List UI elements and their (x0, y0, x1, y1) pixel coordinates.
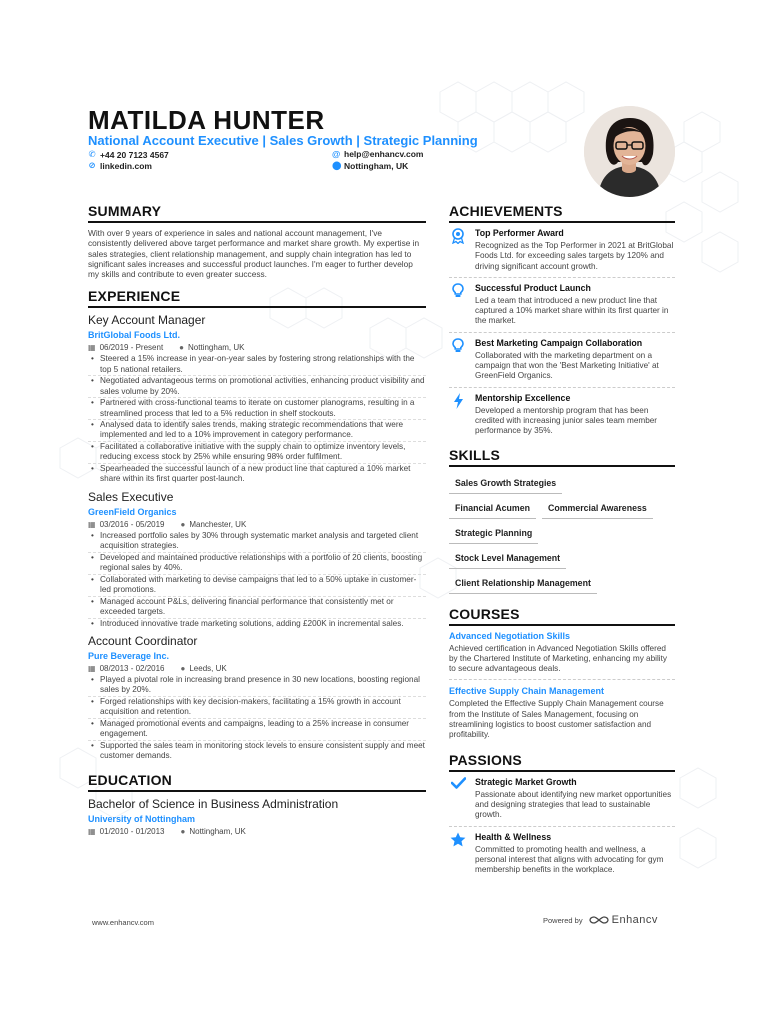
education-title: EDUCATION (88, 772, 426, 792)
profile-photo-illustration (584, 106, 675, 197)
bullet-item: • Developed and maintained productive relationships with a portfolio of 20 clients, boosting regional sales by 40%. (88, 553, 426, 575)
linkedin-text[interactable]: linkedin.com (100, 160, 152, 171)
brand-logo[interactable] (589, 914, 658, 926)
skill-tag: Financial Acumen (449, 497, 536, 519)
bullet-item: • Managed promotional events and campaigns, leading to a 25% increase in consumer engagement. (88, 719, 426, 741)
job-bullets (88, 675, 426, 762)
passions-title: PASSIONS (449, 752, 675, 772)
bullet-item: • Increased portfolio sales by 30% through systematic market analysis and targeted client acquisition strategies. (88, 531, 426, 553)
job-title: Account Coordinator (88, 634, 198, 649)
left-column (88, 203, 426, 836)
calendar-icon: ▦ (88, 664, 96, 674)
right-column (449, 203, 675, 885)
experience-section (88, 288, 426, 761)
education-dates: 01/2010 - 01/2013 (99, 826, 165, 836)
job-bullets (88, 354, 426, 484)
achievement-desc: Recognized as the Top Performer in 2021 at BritGlobal Foods Ltd. for exceeding sales targets by 120% and driving significant account growth. (475, 241, 674, 271)
achievement-title: Best Marketing Campaign Collaboration (475, 337, 643, 348)
bullet-item: • Forged relationships with key decision-makers, facilitating a 15% growth in account acquisition and retention. (88, 697, 426, 719)
courses-section (449, 606, 675, 746)
passion-item (449, 832, 675, 881)
job-title: Key Account Manager (88, 313, 206, 328)
summary-section (88, 203, 426, 279)
job-dates: 03/2016 - 05/2019 (99, 519, 165, 529)
achievement-title: Top Performer Award (475, 228, 564, 238)
job-dates: 08/2013 - 02/2016 (99, 664, 165, 674)
job-meta (88, 520, 426, 529)
achievement-desc: Led a team that introduced a new product line that captured a 10% market share within its first quarter in the market. (475, 295, 669, 326)
education-section (88, 772, 426, 836)
checkmark-icon (451, 777, 466, 789)
summary-text: With over 9 years of experience in sales and national account management, I've consistently delivered above target performance and market share growth. My expertise in sales strategies, client relationship management, and supply chain integration has led to significant sales increases and successful product launches. I'm eager to further develop my skills and contribute to even greater success. (88, 228, 420, 280)
location-pin-icon: ● (180, 664, 186, 674)
education-meta (88, 827, 426, 836)
job-meta (88, 343, 426, 352)
bullet-item: • Collaborated with marketing to devise campaigns that led to a 50% uptake in customer-led promotions. (88, 575, 426, 597)
bullet-item: • Spearheaded the successful launch of a new product line that captured a 10% market share within its first quarter post-launch. (88, 464, 426, 485)
contact-location (332, 160, 408, 171)
calendar-icon: ▦ (88, 519, 96, 529)
skills-title: SKILLS (449, 447, 675, 467)
contact-email[interactable] (332, 149, 423, 159)
experience-title: EXPERIENCE (88, 288, 426, 308)
candidate-name: MATILDA HUNTER (88, 105, 325, 135)
lightning-bolt-icon (453, 393, 464, 409)
skill-tag: Commercial Awareness (542, 497, 653, 519)
job-location: Manchester, UK (189, 519, 247, 529)
bullet-item: • Partnered with cross-functional teams to iterate on customer planograms, resulting in a streamlined process that led to a 5% reduction in shelf stockouts. (88, 398, 426, 420)
bullet-item: • Managed account P&Ls, delivering financial performance that consistently met or exceeded targets. (88, 597, 426, 619)
candidate-headline: National Account Executive | Sales Growth | Strategic Planning (88, 133, 478, 148)
course-desc: Completed the Effective Supply Chain Management course from the Institute of Sales Management, focusing on streamlining logistics to boost customer satisfaction and profitability. (449, 699, 664, 740)
achievement-item (449, 338, 675, 388)
bullet-item: • Played a pivotal role in increasing brand presence in 30 new locations, boosting regional sales by 20%. (88, 675, 426, 697)
passions-section (449, 752, 675, 881)
award-ribbon-icon (451, 228, 465, 244)
lightbulb-icon (452, 338, 464, 353)
education-location: Nottingham, UK (189, 826, 246, 836)
achievement-item (449, 228, 675, 278)
company-name: Pure Beverage Inc. (88, 651, 170, 662)
school-name: University of Nottingham (88, 813, 196, 824)
summary-title: SUMMARY (88, 203, 426, 223)
skills-section (449, 447, 675, 597)
bullet-item: • Introduced innovative trade marketing solutions, adding £200K in incremental sales. (88, 619, 426, 630)
link-icon: ⊘ (88, 160, 96, 170)
location-text: Nottingham, UK (344, 160, 409, 171)
achievement-title: Mentorship Excellence (475, 392, 571, 403)
achievements-title: ACHIEVEMENTS (449, 203, 675, 223)
location-pin-icon: ● (180, 826, 186, 836)
footer-powered (543, 914, 658, 926)
star-icon (450, 832, 466, 847)
degree-title: Bachelor of Science in Business Administration (88, 796, 339, 811)
skill-tag: Strategic Planning (449, 522, 538, 544)
achievement-item (449, 283, 675, 333)
achievement-title: Successful Product Launch (475, 282, 591, 293)
course-desc: Achieved certification in Advanced Negotiation Skills offered by the Chartered Institute of Marketing, enhancing my ability to secure advantageous deals. (449, 644, 675, 681)
passion-title: Health & Wellness (475, 831, 552, 842)
powered-by-text: Powered by (543, 915, 583, 925)
calendar-icon: ▦ (88, 826, 96, 836)
achievement-item (449, 393, 675, 442)
bullet-item: • Steered a 15% increase in year-on-year sales by fostering strong relationships with the top 5 national retailers. (88, 354, 426, 376)
job-entry (88, 634, 426, 762)
bullet-item: • Supported the sales team in monitoring stock levels to ensure consistent supply and meet customer demands. (88, 741, 426, 762)
passion-desc: Passionate about identifying new market opportunities and designing strategies that lead to sustainable growth. (475, 789, 672, 820)
location-pin-icon: ● (179, 343, 185, 353)
job-entry (88, 313, 426, 484)
achievements-section (449, 203, 675, 442)
bullet-item: • Facilitated a collaborative initiative with the supply chain to optimize inventory levels, reducing excess stock by 25% while ensuring 98% order fulfilment. (88, 442, 426, 464)
contact-linkedin[interactable] (88, 160, 152, 171)
profile-photo (584, 106, 675, 197)
contact-phone (88, 149, 169, 160)
achievement-desc: Collaborated with the marketing department on a campaign that won the 'Best Marketing Initiative' at GreenField Organics. (475, 350, 659, 381)
calendar-icon: ▦ (88, 343, 96, 353)
job-meta (88, 664, 426, 673)
course-title: Effective Supply Chain Management (449, 686, 605, 697)
bullet-item: • Analysed data to identify sales trends, making strategic recommendations that were implemented and led to a 10% improvement in category performance. (88, 420, 426, 442)
achievement-desc: Developed a mentorship program that has been credited with increasing junior sales team member performance by 35%. (475, 405, 658, 436)
passion-desc: Committed to promoting health and wellness, a personal interest that aligns with advocating for gym membership benefits in the workplace. (475, 844, 664, 875)
bullet-item: • Negotiated advantageous terms on promotional activities, enhancing product visibility and sales volume by 20%. (88, 376, 426, 398)
skill-tag: Stock Level Management (449, 547, 566, 569)
lightbulb-icon (452, 283, 464, 298)
skill-tag: Sales Growth Strategies (449, 472, 562, 494)
location-pin-icon: ⬤ (332, 160, 342, 170)
company-name: GreenField Organics (88, 506, 177, 517)
company-name: BritGlobal Foods Ltd. (88, 330, 180, 341)
passion-title: Strategic Market Growth (475, 776, 577, 787)
email-text[interactable]: help@enhancv.com (344, 149, 424, 159)
phone-text: +44 20 7123 4567 (100, 149, 169, 160)
courses-title: COURSES (449, 606, 675, 626)
passion-item (449, 777, 675, 827)
job-dates: 06/2019 - Present (99, 343, 164, 353)
location-pin-icon: ● (180, 519, 186, 529)
skill-tag: Client Relationship Management (449, 572, 597, 594)
at-icon: @ (332, 149, 341, 159)
brand-name: Enhancv (611, 914, 658, 926)
skills-list (449, 472, 675, 597)
job-bullets (88, 531, 426, 629)
job-title: Sales Executive (88, 489, 174, 504)
infinity-logo-icon (589, 915, 609, 925)
phone-icon: ✆ (88, 149, 96, 159)
job-location: Leeds, UK (189, 664, 227, 674)
job-location: Nottingham, UK (188, 343, 245, 353)
footer-website[interactable]: www.enhancv.com (92, 918, 154, 927)
job-entry (88, 490, 426, 629)
course-title: Advanced Negotiation Skills (449, 630, 571, 641)
